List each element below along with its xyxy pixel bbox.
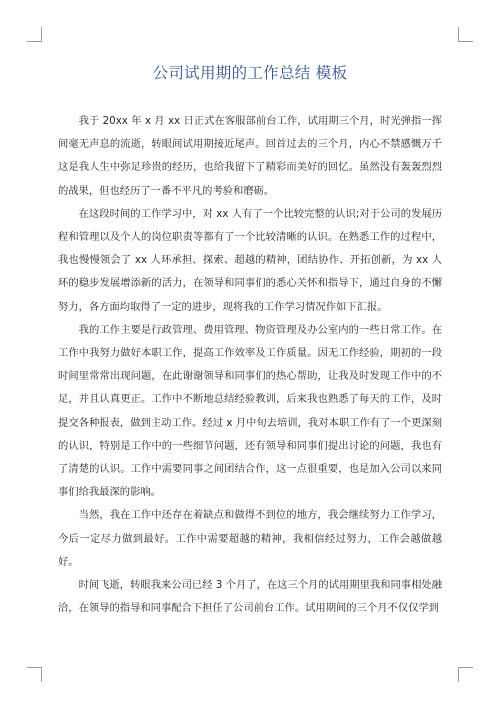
paragraph-4: 当然，我在工作中还存在着缺点和做得不到位的地方，我会继续努力工作学习，今后一定尽力做到最好。工作中需要超越的精神，我相信经过努力，工作会越做越好。 — [58, 509, 442, 568]
paragraph-1: 我于 20xx 年 x 月 xx 日正式在客服部前台工作，试用期三个月，时光弹指一挥间毫无声息的流逝，转眼间试用期接近尾声。回首过去的三个月，内心不禁感慨万千这是我人生中弥足珍贵的经历，也给我留下了精彩而美好的回忆。虽然没有轰轰烈烈的战果，但也经历了一番不平凡的考验和磨砺。 — [58, 115, 442, 197]
crop-mark-bottom-right — [458, 667, 473, 682]
document-body — [58, 110, 442, 620]
crop-mark-top-left — [27, 27, 42, 42]
crop-mark-bottom-left — [27, 667, 42, 682]
crop-mark-top-right — [458, 27, 473, 42]
document-title: 公司试用期的工作总结 模板 — [152, 64, 348, 82]
paragraph-5: 时间飞逝，转眼我来公司已经 3 个月了，在这三个月的试用期里我和同事相处融洽，在领导的指导和同事配合下担任了公司前台工作。试用期间的三个月不仅仅学到 — [58, 579, 442, 615]
paragraph-2: 在这段时间的工作学习中，对 xx 人有了一个比较完整的认识;对于公司的发展历程和管理以及个人的岗位职责等都有了一个比较清晰的认识。在熟悉工作的过程中，我也慢慢领会了 xx 人环承担、探索、超越的精神，团结协作、开拓创新，为 xx 人环的稳步发展增添新的活力，在领导和同事们的悉心关怀和指导下，通过自身的不懈努力，各方面均取得了一定的进步，现将我的工作学习情况作如下汇报。 — [58, 207, 442, 313]
paragraph-3: 我的工作主要是行政管理、费用管理、物资管理及办公室内的一些日常工作。在工作中我努力做好本职工作，提高工作效率及工作质量。因无工作经验，期初的一段时间里常常出现问题，在此谢谢领导和同事们的热心帮助，让我及时发现工作中的不足，并且认真更正。工作中不断地总结经验教训，后来我也熟悉了每天的工作，及时提交各种报表，做到主动工作。经过 x 月中旬去培训，我对本职工作有了一个更深刻的认识，特别是工作中的一些细节问题，还有领导和同事们提出讨论的问题，我也有了清楚的认识。工作中需要同事之间团结合作，这一点很重要，也是加入公司以来同事们给我最深的影响。 — [58, 323, 442, 499]
